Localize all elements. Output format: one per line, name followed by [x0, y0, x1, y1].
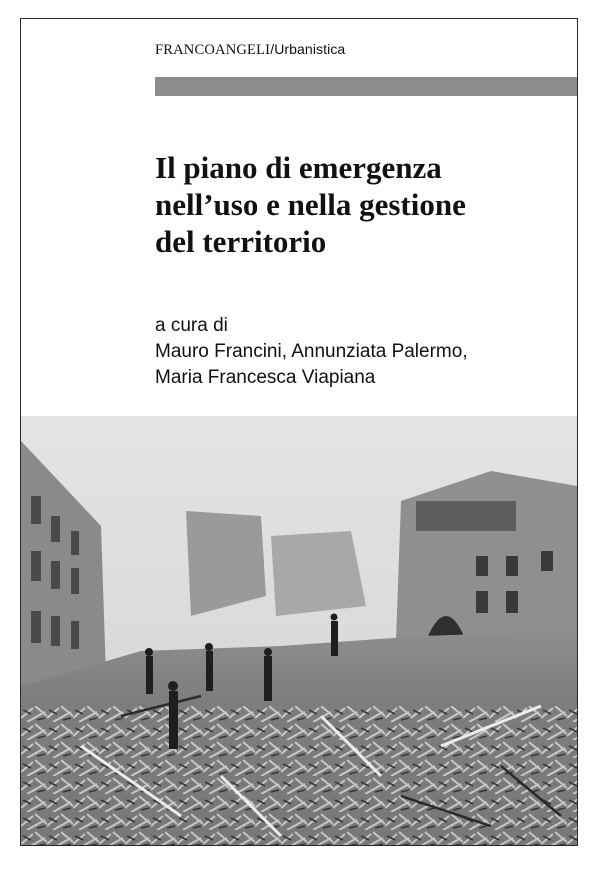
- earthquake-ruins-photo: [21, 416, 577, 845]
- book-title: [155, 149, 565, 260]
- editors-intro: a cura di: [155, 315, 228, 336]
- title-line: del territorio: [155, 224, 327, 259]
- collection-name: Urbanistica: [274, 41, 346, 57]
- decorative-bar: [155, 77, 578, 96]
- series-line: [155, 41, 345, 59]
- publisher-name: FRANCOANGELI: [155, 42, 271, 58]
- title-line: Il piano di emergenza: [155, 150, 442, 185]
- editors-names: Mauro Francini, Annunziata Palermo,: [155, 341, 468, 362]
- editors-names: Maria Francesca Viapiana: [155, 367, 376, 388]
- title-line: nell’uso e nella gestione: [155, 187, 466, 222]
- series-separator: /: [270, 41, 275, 57]
- editors-block: [155, 313, 468, 391]
- book-cover: [20, 18, 578, 846]
